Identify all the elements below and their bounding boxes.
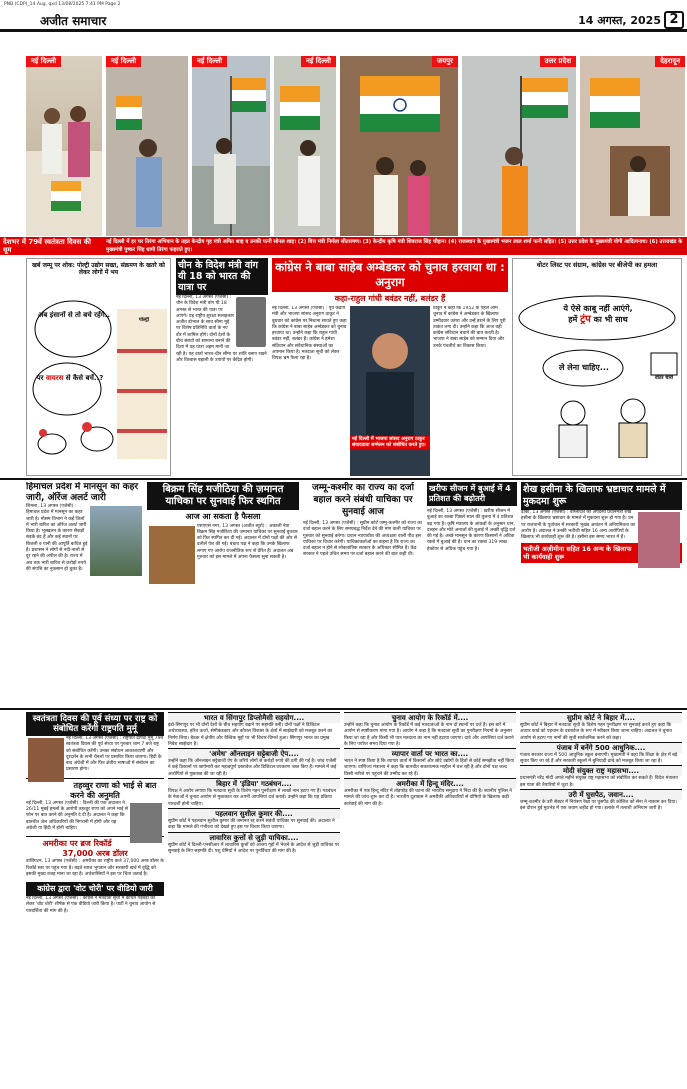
- congress-video-headline: कांग्रेस द्वारा 'वोट चोरी' पर वीडियो जारी: [26, 882, 164, 896]
- shop-sign: पोल्ट्री: [138, 317, 150, 323]
- majithia-body: एसएएस नगर, 13 अगस्त (अजीत ब्यूरो) : अकाली नेता बिक्रम सिंह मजीठिया की जमानत याचिका पर सुनवाई बुधवार को फिर स्थगित कर दी गई। अदालत में दोनों पक्षों की ओर से दलीलें पेश की गईं। बचाव पक्ष ने कहा कि उनके खिलाफ लगाए गए आरोप राजनीतिक रूप से प्रेरित हैं। अदालत अब गुरुवार को इस मामले में अपना फैसला सुना सकती है।: [197, 523, 298, 561]
- hasina-body: ढाका, 13 अगस्त (एजेंसी) : बांग्लादेश की अपदस्थ प्रधानमंत्री शेख हसीना के खिलाफ भ्रष्टाचार के मामले में मुकदमा शुरू हो गया है। उन पर राजधानी के पूर्वाचल में सरकारी भूखंड आवंटन में अनियमितता का आरोप है। अदालत ने उनकी भतीजी सहित 16 अन्य आरोपियों के खिलाफ भी कार्यवाही शुरू की है। हसीना इस समय भारत में हैं।: [521, 510, 636, 541]
- masthead: [0, 10, 687, 32]
- speech-bubble-2: पर वायरस से कैसे बचें..?: [36, 374, 104, 382]
- hasina-subheadline: भतीजी अज़ीमीना सहित 16 अन्य के खिलाफ भी कार्यवाही शुरू: [521, 543, 682, 563]
- photo-label: नई दिल्ली: [106, 56, 141, 67]
- cont-body-7: भारत ने स्पष्ट किया है कि व्यापार वार्ता में किसानों और छोटे उद्योगों के हितों से कोई समझौता नहीं किया जाएगा। वाणिज्य मंत्रालय ने कहा कि बातचीत सकारात्मक माहौल में चल रही है और दोनों पक्ष जल्द किसी नतीजे पर पहुंचने की उम्मीद कर रहे हैं।: [344, 759, 514, 777]
- cartoon-title: वोटर लिस्ट पर संग्राम, कांग्रेस पर बीजेपी का हमला: [536, 261, 658, 269]
- lead-col-2: ठाकुर ने कहा कि 1952 के पहले आम चुनाव में कांग्रेस ने अम्बेडकर के खिलाफ उम्मीदवार उतारा और उन्हें हराने के लिए पूरी ताकत लगा दी। उन्होंने कहा कि आज वही कांग्रेस संविधान बचाने की बात करती है। भाजपा ने बाबा साहेब को सम्मान दिया और उनके पंचतीर्थ का विकास किया।: [433, 306, 506, 349]
- china-body: नई दिल्ली, 13 अगस्त (एजेंसी) : चीन के विदेश मंत्री वांग यी 18 अगस्त से भारत की यात्रा पर आएंगे। वह राष्ट्रीय सुरक्षा सलाहकार अजीत डोभाल के साथ सीमा मुद्दे पर विशेष प्रतिनिधि वार्ता के नए दौर में शामिल होंगे। दोनों देशों के बीच संबंधों को सामान्य बनाने की दिशा में यह यात्रा अहम मानी जा रही है। यह वार्ता भारत-चीन सीमा पर शांति बनाए रखने और विश्वास बहाली के उपायों पर केंद्रित होगी।: [176, 295, 267, 363]
- cont-headline-5: लावारिस कुत्तों से जुड़ी याचिका....: [168, 832, 340, 843]
- jk-headline: जम्मू-कश्मीर का राज्य का दर्जा बहाल करने संबंधी याचिका पर सुनवाई आज: [312, 483, 414, 517]
- cartoon-title: खर्ब जम्मू पर शोक: पोल्ट्री उद्योग सख्त, संक्रमण के खतरे को लेकर लोगों में भय: [32, 262, 165, 277]
- photo-label: उत्तर प्रदेश: [540, 56, 576, 67]
- cont-headline-3: बिहार में 'इंडिया' गठबंधन....: [168, 778, 340, 789]
- cont-headline-9: सुप्रीम कोर्ट ने बिहार में....: [520, 712, 682, 723]
- photo-label: नई दिल्ली: [301, 56, 336, 67]
- wang-yi-photo: [236, 297, 266, 347]
- china-article: [176, 258, 268, 476]
- photo-label: नई दिल्ली: [26, 56, 61, 67]
- cont-body-4: सुप्रीम कोर्ट ने पहलवान सुशील कुमार की जमानत रद्द करने संबंधी याचिका पर सुनवाई की। अदालत ने कहा कि मामले की गंभीरता को देखते हुए इस पर विचार किया जाएगा।: [168, 818, 335, 831]
- himachal-article: [26, 482, 144, 706]
- majithia-subheadline: आज आ सकता है फैसला: [185, 512, 261, 521]
- cont-headline-11: मोदी संयुक्त राष्ट्र महासभा....: [520, 765, 682, 776]
- photo-2: [106, 56, 190, 236]
- cont-body-6: उन्होंने कहा कि चुनाव आयोग के रिकॉर्ड में कई मतदाताओं के नाम दो स्थानों पर दर्ज हैं। इस बारे में आयोग से स्पष्टीकरण मांगा गया है। आयोग ने कहा है कि मतदाता सूची का पुनरीक्षण नियमों के अनुसार किया जा रहा है और किसी भी पात्र मतदाता का नाम नहीं हटाया जाएगा। दावे और आपत्तियां दर्ज कराने के लिए पर्याप्त समय दिया गया है।: [344, 723, 514, 747]
- majithia-photo: [149, 526, 195, 584]
- hasina-headline: शेख हसीना के खिलाफ भ्रष्टाचार मामले में मुकदमा शुरू: [521, 482, 682, 510]
- kharif-headline: खरीफ सीजन में बुआई में 4 प्रतिशत की बढ़ोतरी: [427, 482, 517, 506]
- cont-body-5: सुप्रीम कोर्ट ने दिल्ली-एनसीआर में लावारिस कुत्तों को आश्रय गृहों में भेजने के आदेश से जुड़ी याचिका पर सुनवाई के लिए सहमति दी। पशु प्रेमियों ने आदेश पर पुनर्विचार की मांग की है।: [168, 842, 340, 854]
- photo-caption-bar: [0, 237, 687, 255]
- row-divider: [0, 708, 687, 710]
- cont-headline-4: पहलवान सुशील कुमार की....: [168, 808, 340, 819]
- photo-3: [192, 56, 272, 236]
- page-number: 2: [664, 11, 684, 29]
- photo-label: जयपुर: [432, 56, 458, 67]
- cont-headline-12: उरी में घुसपैठ, जवान....: [520, 789, 682, 800]
- cont-headline-1: भारत व सिंगापुर डिप्लोमैसी सहयोग....: [168, 712, 340, 723]
- kharif-body: नई दिल्ली, 13 अगस्त (एजेंसी) : खरीफ सीजन में बुआई का रकबा पिछले साल की तुलना में 4 प्रतिशत बढ़ गया है। कृषि मंत्रालय के आंकड़ों के अनुसार धान, दलहन और मोटे अनाजों की बुआई में अच्छी वृद्धि दर्ज की गई है। अच्छे मानसून के कारण किसानों ने अधिक रकबे में बुआई की है। धान का रकबा 319 लाख हेक्टेयर से अधिक पहुंच गया है।: [427, 509, 516, 552]
- cont-headline-7: व्यापार वार्ता पर भारत का....: [344, 748, 516, 759]
- cont-body-1: इंडो-सिंगापुर पर भी दोनों देशों के बीच सहयोग बढ़ाने पर सहमति बनी। दोनों पक्षों ने डिजिटल अर्थव्यवस्था, हरित ऊर्जा, सेमीकंडक्टर और कौशल विकास के क्षेत्रों में साझेदारी को मजबूत करने का निर्णय लिया। बैठक में क्षेत्रीय और वैश्विक मुद्दों पर भी विचार-विमर्श हुआ। सिंगापुर भारत का प्रमुख निवेश साझेदार है।: [168, 723, 333, 747]
- cont-body-2: उन्होंने कहा कि ऑनलाइन सट्टेबाजी ऐप के जरिये लोगों से करोड़ों रुपये की ठगी की गई है। जांच एजेंसी ने कई ठिकानों पर छापेमारी कर महत्वपूर्ण दस्तावेज और डिजिटल उपकरण जब्त किए हैं। मामले में कई आरोपियों से पूछताछ की जा रही है।: [168, 759, 337, 777]
- photo-1: [26, 56, 104, 236]
- majithia-article: [147, 482, 299, 706]
- cont-headline-6: चुनाव आयोग के रिकॉर्ड में....: [344, 712, 516, 723]
- row-divider: [0, 478, 687, 480]
- caption-title: देशभर में 79वें स्वतंत्रता दिवस की धूम: [0, 237, 104, 255]
- lead-headline: कांग्रेस ने बाबा साहेब अम्बेडकर को चुनाव हरवाया था : अनुराग: [272, 258, 508, 292]
- photo-overlay-caption: नई दिल्ली में भाजपा सांसद अनुराग ठाकुर संवाददाता सम्मेलन को संबोधित करते हुए।: [350, 436, 430, 450]
- us-debt-body: वाशिंगटन, 13 अगस्त (एजेंसी) : अमरीका का राष्ट्रीय कर्ज 37,000 अरब डॉलर के रिकॉर्ड स्तर पर पहुंच गया है। बढ़ते ब्याज भुगतान और सरकारी खर्च में वृद्धि को इसकी मुख्य वजह माना जा रहा है। अर्थशास्त्रियों ने इस पर चिंता जताई है।: [26, 859, 164, 877]
- himachal-photo: [90, 506, 142, 576]
- issue-date: 14 अगस्त, 2025: [578, 14, 661, 27]
- newspaper-name: अजीत समाचार: [40, 14, 107, 28]
- cont-headline-10: पंजाब में बनेंगे 500 आधुनिक....: [520, 742, 682, 753]
- cont-body-3: विपक्ष ने आरोप लगाया कि मतदाता सूची के विशेष गहन पुनरीक्षण में लाखों नाम हटाए गए हैं। गठबंधन के नेताओं ने चुनाव आयोग से मुलाकात कर अपनी आपत्तियां दर्ज कराईं। उन्होंने कहा कि यह प्रक्रिया पारदर्शी होनी चाहिए।: [168, 789, 336, 807]
- cont-body-8: अमरीका में एक हिन्दू मंदिर में तोड़फोड़ की घटना की भारतीय समुदाय ने निंदा की है। स्थानीय पुलिस ने मामले की जांच शुरू कर दी है। भारतीय दूतावास ने अमरीकी अधिकारियों से दोषियों के खिलाफ कड़ी कार्रवाई की मांग की है।: [344, 789, 512, 807]
- murmu-body: नई दिल्ली, 13 अगस्त (एजेंसी) : राष्ट्रपति द्रौपदी मुर्मू 79वें स्वतंत्रता दिवस की पूर्व संध्या पर गुरुवार शाम 7 बजे राष्ट्र को संबोधित करेंगी। उनका संबोधन आकाशवाणी और दूरदर्शन के सभी चैनलों पर प्रसारित किया जाएगा। हिंदी के बाद अंग्रेजी में और फिर क्षेत्रीय भाषाओं में संबोधन का प्रसारण होगा।: [66, 736, 164, 773]
- majithia-headline: बिक्रम सिंह मजीठिया की ज़मानत याचिका पर सुनवाई फिर स्थगित: [147, 482, 299, 510]
- cartoon-bird-flu: [26, 258, 171, 476]
- lead-article: [272, 258, 508, 476]
- kharif-article: [427, 482, 517, 706]
- photo-label: देहरादून: [655, 56, 685, 67]
- print-info: PNB (CDP)_14 Aug. qxd 13/08/2025 7:41 PM Page 2: [4, 2, 121, 7]
- cont-body-9: सुप्रीम कोर्ट ने बिहार में मतदाता सूची के विशेष गहन पुनरीक्षण पर सुनवाई करते हुए कहा कि आधार कार्ड को पहचान के दस्तावेज के रूप में स्वीकार किया जाना चाहिए। अदालत ने चुनाव आयोग से हटाए गए नामों की सूची सार्वजनिक करने को कहा।: [520, 723, 672, 741]
- cartoon-voter-list: [512, 258, 682, 476]
- hasina-article: [521, 482, 682, 706]
- speech-bubble-1: अब इंसानों से तो बचे रहेंगे..: [37, 311, 111, 319]
- cont-body-12: जम्मू-कश्मीर के उरी सेक्टर में नियंत्रण रेखा पर घुसपैठ की कोशिश को सेना ने नाकाम कर दिया। इस दौरान हुई मुठभेड़ में एक जवान शहीद हो गया। इलाके में तलाशी अभियान जारी है।: [520, 800, 678, 812]
- cont-body-11: प्रधानमंत्री नरेंद्र मोदी अगले महीने संयुक्त राष्ट्र महासभा को संबोधित कर सकते हैं। विदेश मंत्रालय इस यात्रा की तैयारियों में जुटा है।: [520, 776, 678, 788]
- photo-5: [340, 56, 460, 236]
- murmu-headline: स्वतंत्रता दिवस की पूर्व संध्या पर राष्ट्र को संबोधित करेंगी राष्ट्रपति मुर्मू: [26, 712, 164, 736]
- photo-4: [274, 56, 338, 236]
- lead-subheadline: कहा-राहुल गांधी बवंडर नहीं, बलंडर हैं: [334, 294, 446, 303]
- cont-headline-2: 'अमेध' ऑनलाइन सट्टेबाजी ऐप....: [168, 748, 340, 759]
- photo-7: [580, 56, 687, 236]
- cont-headline-8: अमरीका में हिन्दू मंदिर....: [344, 778, 516, 789]
- rana-photo: [130, 803, 162, 843]
- lower-left-column: [26, 712, 164, 1082]
- continuation-column-2: [344, 712, 516, 1082]
- continuation-column-1: [168, 712, 340, 1082]
- continuation-column-3: [520, 712, 682, 1082]
- ballot-sign: वोटर चोरी: [654, 375, 674, 381]
- speech-bubble-2: ले लेना चाहिए...: [559, 363, 609, 372]
- caption-text: नई दिल्ली में हर घर तिरंगा अभियान के तहत केन्द्रीय गृह मंत्री अमित शाह व उनकी पत्नी सोनल शाह। (2) वित्त मंत्री निर्मला सीतारमण। (3) केन्द्रीय कृषि मंत्री शिवराज सिंह चौहान। (4) राजस्थान के मुख्यमंत्री भजन लाल शर्मा पत्नी सहित। (5) उत्तर प्रदेश के मुख्यमंत्री योगी आदित्यनाथ। (6) उत्तराखंड के मुख्यमंत्री पुष्कर सिंह धामी तिरंगा फहराते हुए।: [106, 239, 683, 253]
- lead-col-1: नई दिल्ली, 13 अगस्त (एजेंसी) : पूर्व केंद्रीय मंत्री और भाजपा सांसद अनुराग ठाकुर ने बुधवार को कांग्रेस पर निशाना साधते हुए कहा कि कांग्रेस ने बाबा साहेब अम्बेडकर को चुनाव हरवाया था। उन्होंने कहा कि राहुल गांधी बवंडर नहीं, बलंडर हैं। कांग्रेस ने हमेशा संविधान और संवैधानिक संस्थाओं का अपमान किया है। मतदाता सूची को लेकर विपक्ष भ्रम फैला रहा है।: [272, 306, 347, 362]
- rana-headline: तहव्वुर राणा को भाई से बात करने की अनुमति: [26, 778, 164, 801]
- photo-label: नई दिल्ली: [192, 56, 227, 67]
- himachal-body: शिमला, 13 अगस्त (एजेंसी) : हिमाचल प्रदेश में मानसून का कहर जारी है। मौसम विभाग ने कई जिलों में भारी बारिश का ऑरेंज अलर्ट जारी किया है। भूस्खलन के कारण सैकड़ों सड़कें बंद हैं और कई स्थानों पर बिजली व पानी की आपूर्ति बाधित हुई है। प्रशासन ने लोगों से नदी-नालों से दूर रहने की अपील की है। राज्य में अब तक भारी बारिश से करोड़ों रुपये की संपत्ति का नुकसान हो चुका है।: [26, 504, 88, 572]
- himachal-headline: हिमाचल प्रदेश में मानसून का कहर जारी, ऑरेंज अलर्ट जारी: [26, 482, 139, 503]
- rana-body: नई दिल्ली, 13 अगस्त (एजेंसी) : दिल्ली की एक अदालत ने 26/11 मुंबई हमलों के आरोपी तहव्वुर राणा को अपने भाई से फोन पर बात करने की अनुमति दे दी है। अदालत ने कहा कि बातचीत जेल अधिकारियों की निगरानी में होगी और यह अंग्रेजी या हिंदी में होनी चाहिए।: [26, 800, 128, 831]
- murmu-photo: [28, 738, 64, 782]
- jk-body: नई दिल्ली, 13 अगस्त (एजेंसी) : सुप्रीम कोर्ट जम्मू-कश्मीर को राज्य का दर्जा बहाल करने के लिए समयबद्ध निर्देश देने की मांग वाली याचिका पर गुरुवार को सुनवाई करेगा। प्रधान न्यायाधीश की अध्यक्षता वाली पीठ इस याचिका पर विचार करेगी। याचिकाकर्ताओं का कहना है कि राज्य का दर्जा बहाल न होने से लोकतांत्रिक सरकार के अधिकार सीमित हैं। केंद्र सरकार ने पहले उचित समय पर दर्जा बहाल करने की बात कही थी।: [303, 521, 423, 558]
- photo-6: [462, 56, 578, 236]
- hasina-photo: [638, 512, 680, 568]
- china-headline: चीन के विदेश मंत्री वांग यी 18 को भारत की यात्रा पर: [176, 258, 268, 295]
- jk-article: [303, 482, 423, 706]
- anurag-photo: [350, 306, 430, 476]
- congress-video-body: नई दिल्ली, 13 अगस्त (एजेंसी) : कांग्रेस ने मतदाता सूची में कथित गड़बड़ी को लेकर 'वोट चोरी' शीर्षक से एक वीडियो जारी किया है। पार्टी ने चुनाव आयोग से पारदर्शिता की मांग की है।: [26, 896, 156, 914]
- us-debt-headline: अमरीका पर ब्रज रिकॉर्ड 37,000 अरब डॉलर: [26, 836, 164, 859]
- speech-bubble-1: ये ऐसे काबू नहीं आएंगे, हमें ट्रंप का भी साथ: [563, 304, 633, 325]
- cont-body-10: पंजाब सरकार राज्य में 500 आधुनिक स्कूल बनाएगी। मुख्यमंत्री ने कहा कि शिक्षा के क्षेत्र में बड़े सुधार किए जा रहे हैं और सरकारी स्कूलों में बुनियादी ढांचे को मजबूत किया जा रहा है।: [520, 752, 678, 765]
